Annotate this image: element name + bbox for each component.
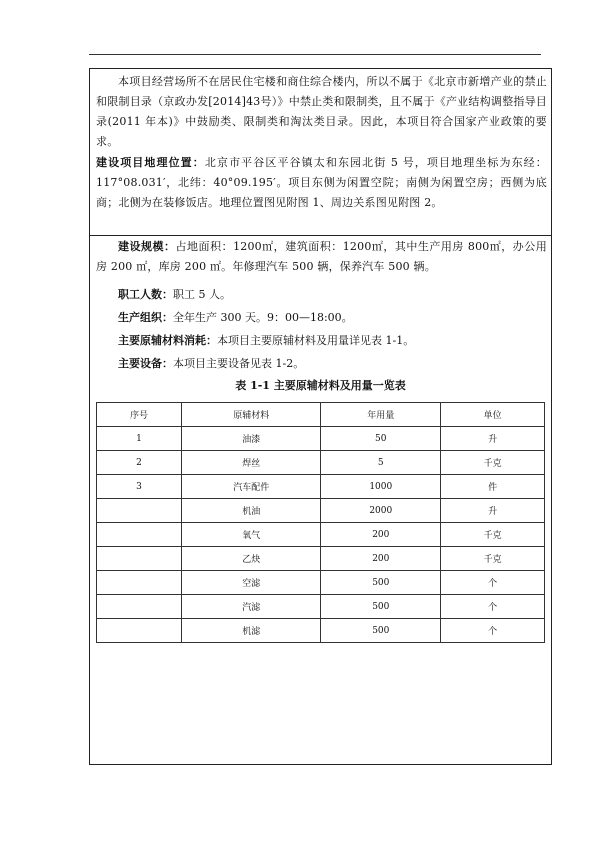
cell-material: 汽车配件 (182, 475, 321, 499)
cell-index (97, 619, 182, 643)
cell-usage: 50 (321, 427, 441, 451)
scale-paragraph (96, 237, 547, 277)
cell-usage: 200 (321, 523, 441, 547)
equipment-label: 主要设备： (118, 357, 173, 370)
organization-text: 全年生产 300 天。9：00—18:00。 (173, 311, 353, 324)
cell-material: 焊丝 (182, 451, 321, 475)
equipment-line (118, 354, 304, 374)
table-title: 表 1-1 主要原辅材料及用量一览表 (235, 379, 406, 392)
cell-unit: 件 (441, 475, 545, 499)
organization-label: 生产组织： (118, 311, 173, 324)
cell-material: 汽滤 (182, 595, 321, 619)
policy-paragraph: 本项目经营场所不在居民住宅楼和商住综合楼内，所以不属于《北京市新增产业的禁止和限制目录（京政办发[2014]43号）》中禁止类和限制类，且不属于《产业结构调整指导目录(2011 年本)》中鼓励类、限制类和淘汰类目录。因此，本项目符合国家产业政策的要求。 (96, 75, 547, 148)
cell-unit: 千克 (441, 547, 545, 571)
cell-usage: 200 (321, 547, 441, 571)
cell-index (97, 523, 182, 547)
cell-usage: 500 (321, 571, 441, 595)
cell-usage: 500 (321, 595, 441, 619)
cell-material: 机油 (182, 499, 321, 523)
cell-unit: 升 (441, 499, 545, 523)
table-header-row (97, 403, 545, 427)
cell-material: 空滤 (182, 571, 321, 595)
cell-material: 乙炔 (182, 547, 321, 571)
header-index: 序号 (97, 403, 182, 427)
scale-text: 占地面积：1200㎡，建筑面积：1200㎡，其中生产用房 800㎡，办公用房 200 ㎡，库房 200 ㎡。年修理汽车 500 辆，保养汽车 500 辆。 (96, 240, 548, 273)
location-label: 建设项目地理位置： (96, 156, 205, 169)
cell-material: 机滤 (182, 619, 321, 643)
scale-label: 建设规模： (118, 240, 176, 253)
header-rule (89, 54, 541, 55)
table-row (97, 619, 545, 643)
equipment-text: 本项目主要设备见表 1-2。 (173, 357, 305, 370)
cell-unit: 千克 (441, 451, 545, 475)
location-paragraph (96, 153, 547, 213)
cell-index (97, 571, 182, 595)
table-row (97, 523, 545, 547)
cell-index (97, 499, 182, 523)
table-row (97, 571, 545, 595)
staff-text: 职工 5 人。 (173, 288, 231, 301)
cell-usage: 1000 (321, 475, 441, 499)
organization-line (118, 308, 353, 328)
cell-material: 氧气 (182, 523, 321, 547)
table-row (97, 547, 545, 571)
header-annual-usage: 年用量 (321, 403, 441, 427)
materials-label: 主要原辅材料消耗： (118, 334, 217, 347)
cell-index (97, 595, 182, 619)
materials-line (118, 331, 414, 351)
cell-material: 油漆 (182, 427, 321, 451)
table-row (97, 427, 545, 451)
cell-index (97, 547, 182, 571)
cell-unit: 升 (441, 427, 545, 451)
cell-usage: 2000 (321, 499, 441, 523)
staff-label: 职工人数： (118, 288, 173, 301)
table-row (97, 499, 545, 523)
header-material: 原辅材料 (182, 403, 321, 427)
cell-usage: 5 (321, 451, 441, 475)
cell-index: 1 (97, 427, 182, 451)
materials-text: 本项目主要原辅材料及用量详见表 1-1。 (217, 334, 415, 347)
table-row (97, 595, 545, 619)
table-row (97, 475, 545, 499)
cell-index: 3 (97, 475, 182, 499)
materials-table (96, 402, 545, 643)
cell-index: 2 (97, 451, 182, 475)
cell-unit: 千克 (441, 523, 545, 547)
cell-unit: 个 (441, 571, 545, 595)
staff-line (118, 285, 231, 305)
location-text: 北京市平谷区平谷镇太和东园北街 5 号，项目地理坐标为东经：117°08.031′，北纬：40°09.195′。项目东侧为闲置空院；南侧为闲置空房；西侧为底商；北侧为在装修饭店。地理位置图见附图 1、周边关系图见附图 2。 (96, 156, 547, 209)
cell-unit: 个 (441, 619, 545, 643)
cell-usage: 500 (321, 619, 441, 643)
table-row (97, 451, 545, 475)
section-divider (89, 235, 552, 236)
cell-unit: 个 (441, 595, 545, 619)
header-unit: 单位 (441, 403, 545, 427)
